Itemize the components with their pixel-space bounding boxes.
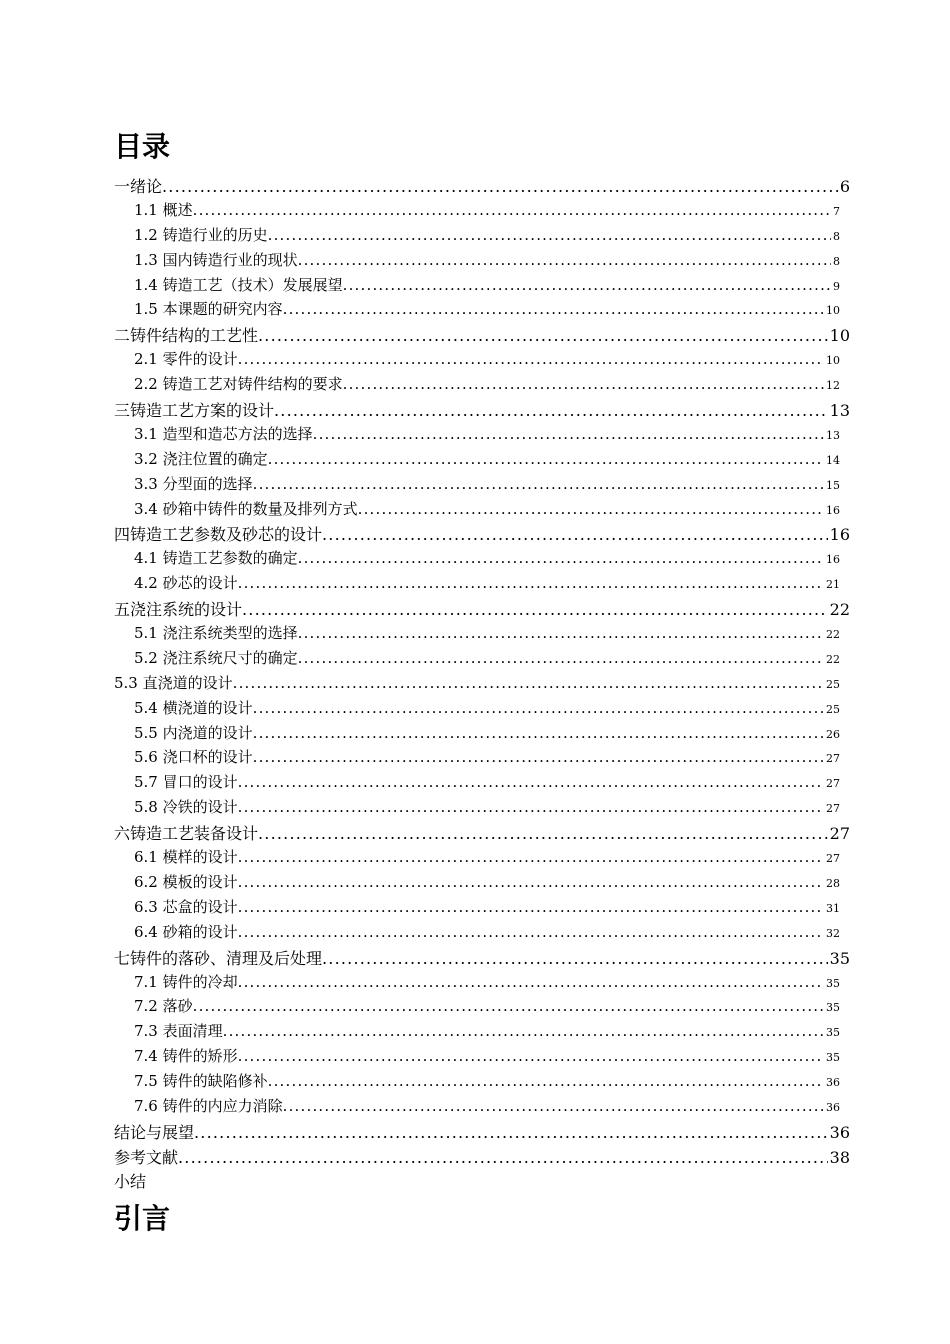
toc-entry-title: 6.4 砂箱的设计 — [134, 922, 238, 941]
toc-entry-page: 22 — [826, 628, 840, 642]
toc-entry-title: 结论与展望 — [114, 1122, 195, 1142]
toc-entry-page: 8 — [833, 254, 840, 268]
toc-entry-page: 25 — [826, 702, 840, 716]
toc-entry-page: 22 — [829, 600, 850, 620]
toc-entry-page: 6 — [839, 177, 850, 196]
toc-entry[interactable] — [114, 1095, 854, 1120]
toc-entry-page: 27 — [829, 824, 850, 844]
toc-entry-title: 5.4 横浇道的设计 — [134, 698, 253, 717]
toc-entry[interactable] — [114, 697, 854, 722]
toc-leader-dots — [238, 798, 824, 816]
toc-leader-dots — [253, 748, 824, 766]
toc-entry-title: 六铸造工艺装备设计 — [114, 824, 259, 844]
toc-entry-page: 27 — [826, 802, 840, 816]
toc-entry[interactable] — [114, 796, 854, 821]
toc-entry[interactable] — [114, 1070, 854, 1095]
toc-entry-page: 10 — [826, 354, 840, 368]
toc-entry-title: 5.3 直浇道的设计 — [114, 673, 233, 692]
toc-entry-page: 14 — [826, 453, 840, 467]
toc-leader-dots — [358, 500, 824, 518]
toc-entry[interactable] — [114, 1145, 854, 1170]
toc-entry-title: 5.5 内浇道的设计 — [134, 723, 253, 742]
toc-leader-dots — [343, 375, 824, 393]
toc-leader-dots — [242, 600, 828, 619]
toc-entry[interactable] — [114, 622, 854, 647]
toc-leader-dots — [238, 848, 824, 866]
toc-entry-page: 27 — [826, 777, 840, 791]
toc-entry-title: 4.2 砂芯的设计 — [134, 574, 238, 593]
toc-leader-dots — [313, 425, 824, 443]
toc-entry-title: 小结 — [114, 1171, 147, 1191]
toc-leader-dots — [322, 949, 828, 968]
toc-leader-dots — [298, 251, 831, 269]
toc-entry-page: 9 — [833, 279, 840, 293]
toc-entry-page: 7 — [833, 204, 840, 218]
toc-leader-dots — [253, 475, 824, 493]
toc-leader-dots — [233, 674, 824, 692]
toc-leader-dots — [343, 276, 831, 294]
toc-entry[interactable] — [114, 921, 854, 946]
toc-entry-page: 21 — [826, 578, 840, 592]
toc-entry[interactable] — [114, 274, 854, 299]
toc-entry[interactable] — [114, 1020, 854, 1045]
toc-entry-page: 35 — [826, 976, 840, 990]
toc-entry-title: 1.3 国内铸造行业的现状 — [134, 250, 298, 269]
toc-entry-page: 10 — [826, 304, 840, 318]
toc-entry-title: 五浇注系统的设计 — [114, 600, 243, 620]
toc-entry[interactable] — [114, 547, 854, 572]
toc-leader-dots — [238, 923, 824, 941]
toc-entry-title: 6.2 模板的设计 — [134, 872, 238, 891]
toc-leader-dots — [283, 300, 824, 318]
toc-entry-page: 15 — [826, 478, 840, 492]
toc-entry-page: 10 — [829, 326, 850, 346]
toc-leader-dots — [268, 1072, 824, 1090]
toc-leader-dots — [193, 997, 824, 1015]
toc-entry[interactable] — [114, 871, 854, 896]
toc-entry[interactable] — [114, 746, 854, 771]
toc-entry-title: 5.2 浇注系统尺寸的确定 — [134, 648, 298, 667]
toc-leader-dots — [268, 226, 831, 244]
toc-entry[interactable] — [114, 771, 854, 796]
toc-leader-dots — [162, 177, 838, 196]
toc-entry-page: 35 — [829, 948, 850, 968]
toc-leader-dots — [238, 350, 824, 368]
toc-leader-dots — [298, 649, 824, 667]
toc-entry-title: 7.6 铸件的内应力消除 — [134, 1096, 283, 1115]
toc-entry-page: 32 — [826, 926, 840, 940]
toc-entry-title: 1.1 概述 — [134, 200, 193, 219]
toc-leader-dots — [253, 699, 824, 717]
toc-leader-dots — [223, 1022, 824, 1040]
toc-entry[interactable] — [114, 249, 854, 274]
toc-entry[interactable] — [114, 498, 854, 523]
toc-entry-title: 1.2 铸造行业的历史 — [134, 225, 268, 244]
toc-entry-title: 7.4 铸件的矫形 — [134, 1047, 238, 1066]
toc-leader-dots — [238, 574, 824, 592]
toc-leader-dots — [274, 401, 828, 420]
toc-entry[interactable] — [114, 398, 854, 423]
toc-entry-title: 3.3 分型面的选择 — [134, 474, 253, 493]
toc-entry-page: 25 — [826, 677, 840, 691]
toc-entry[interactable] — [114, 672, 854, 697]
toc-entry-page: 16 — [829, 525, 850, 545]
toc-entry-page: 27 — [826, 852, 840, 866]
toc-entry-title: 7.3 表面清理 — [134, 1022, 223, 1041]
toc-entry[interactable] — [114, 224, 854, 249]
toc-leader-dots — [268, 450, 824, 468]
toc-entry-title: 1.5 本课题的研究内容 — [134, 300, 283, 319]
toc-leader-dots — [238, 973, 824, 991]
toc-entry-title: 6.1 模样的设计 — [134, 848, 238, 867]
toc-title: 目录 — [114, 130, 171, 163]
toc-entry[interactable] — [114, 971, 854, 996]
toc-entry-title: 7.5 铸件的缺陷修补 — [134, 1072, 268, 1091]
toc-leader-dots — [238, 773, 824, 791]
toc-entry[interactable] — [114, 1045, 854, 1070]
toc-entry-title: 参考文献 — [114, 1147, 179, 1167]
toc-entry[interactable] — [114, 174, 854, 199]
toc-entry-page: 13 — [829, 401, 850, 421]
toc-entry-page: 36 — [826, 1076, 840, 1090]
toc-entry[interactable] — [114, 522, 854, 547]
toc-entry-page: 27 — [826, 752, 840, 766]
toc-entry-page: 36 — [829, 1122, 850, 1142]
toc-entry[interactable] — [114, 846, 854, 871]
toc-entry-title: 7.2 落砂 — [134, 997, 193, 1016]
toc-leader-dots — [322, 525, 828, 544]
toc-entry[interactable] — [114, 323, 854, 348]
toc-entry-title: 7.1 铸件的冷却 — [134, 972, 238, 991]
toc-entry-page: 38 — [829, 1147, 850, 1167]
toc-entry[interactable] — [114, 473, 854, 498]
toc-entry-title: 三铸造工艺方案的设计 — [114, 401, 275, 421]
toc-entry[interactable] — [114, 821, 854, 846]
toc-leader-dots — [193, 201, 831, 219]
toc-entry[interactable] — [114, 647, 854, 672]
toc-entry-page: 31 — [826, 901, 840, 915]
toc-entry[interactable] — [114, 722, 854, 747]
toc-entry-title: 5.8 冷铁的设计 — [134, 798, 238, 817]
toc-entry-page: 36 — [826, 1100, 840, 1114]
toc-entry-title: 3.1 造型和造芯方法的选择 — [134, 424, 313, 443]
toc-entry-page: 16 — [826, 553, 840, 567]
toc-entry[interactable] — [114, 1120, 854, 1145]
toc-entry-title: 二铸件结构的工艺性 — [114, 326, 259, 346]
toc-entry[interactable] — [114, 946, 854, 971]
toc-entry-title: 1.4 铸造工艺（技术）发展展望 — [134, 275, 343, 294]
toc-entry-page: 35 — [826, 1001, 840, 1015]
intro-title: 引言 — [114, 1202, 171, 1235]
toc-entry-page: 8 — [833, 229, 840, 243]
toc-entry[interactable] — [114, 896, 854, 921]
toc-entry-title: 四铸造工艺参数及砂芯的设计 — [114, 525, 323, 545]
toc-entry-page: 35 — [826, 1026, 840, 1040]
toc-entry-title: 3.4 砂箱中铸件的数量及排列方式 — [134, 499, 358, 518]
toc-entry-title: 2.1 零件的设计 — [134, 350, 238, 369]
toc-leader-dots — [298, 549, 824, 567]
toc-entry-title: 5.6 浇口杯的设计 — [134, 748, 253, 767]
toc-entry-page: 22 — [826, 652, 840, 666]
toc-entry-title: 2.2 铸造工艺对铸件结构的要求 — [134, 375, 343, 394]
toc-entry-title: 6.3 芯盒的设计 — [134, 897, 238, 916]
toc-leader-dots — [238, 873, 824, 891]
toc-entry-title: 一绪论 — [114, 177, 163, 196]
toc-entry[interactable] — [114, 423, 854, 448]
toc-entry[interactable] — [114, 995, 854, 1020]
toc-entry[interactable] — [114, 572, 854, 597]
toc-leader-dots — [258, 326, 828, 345]
toc-leader-dots — [253, 724, 824, 742]
toc-entry-title: 5.7 冒口的设计 — [134, 773, 238, 792]
toc-entry-title: 七铸件的落砂、清理及后处理 — [114, 948, 323, 968]
toc-leader-dots — [238, 898, 824, 916]
toc-entry-page: 16 — [826, 503, 840, 517]
toc-leader-dots — [238, 1047, 824, 1065]
toc-leader-dots — [194, 1123, 828, 1142]
toc-entry[interactable] — [114, 298, 854, 323]
toc-entry-title: 4.1 铸造工艺参数的确定 — [134, 549, 298, 568]
toc-leader-dots — [283, 1097, 824, 1115]
toc-entry[interactable] — [114, 348, 854, 373]
toc-leader-dots — [178, 1148, 828, 1167]
toc-leader-dots — [258, 824, 828, 843]
toc-leader-dots — [298, 624, 824, 642]
toc-entry[interactable] — [114, 199, 854, 224]
table-of-contents — [114, 174, 854, 1195]
toc-entry-page: 12 — [826, 379, 840, 393]
toc-entry-page: 26 — [826, 727, 840, 741]
toc-entry[interactable] — [114, 1170, 854, 1195]
toc-entry-page: 35 — [826, 1051, 840, 1065]
toc-entry-page: 13 — [826, 428, 840, 442]
toc-entry-title: 5.1 浇注系统类型的选择 — [134, 624, 298, 643]
toc-entry[interactable] — [114, 373, 854, 398]
toc-entry[interactable] — [114, 597, 854, 622]
toc-entry-title: 3.2 浇注位置的确定 — [134, 449, 268, 468]
toc-entry[interactable] — [114, 448, 854, 473]
toc-entry-page: 28 — [826, 876, 840, 890]
